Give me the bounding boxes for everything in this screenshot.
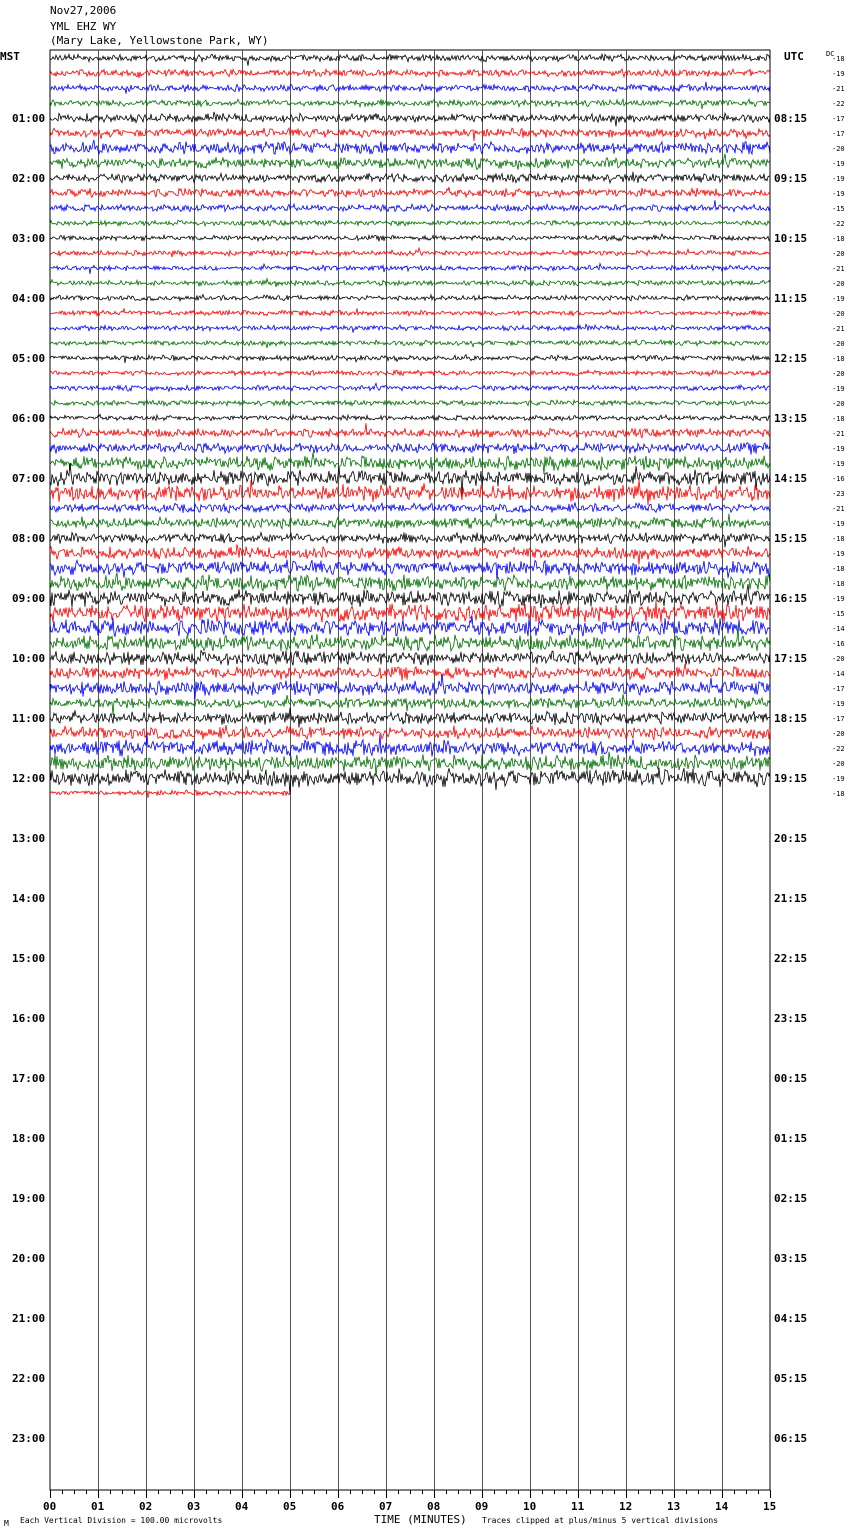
right-hour-label: 23:15 <box>774 1012 808 1025</box>
dc-offset-label: -18 <box>832 355 845 363</box>
right-hour-label: 21:15 <box>774 892 808 905</box>
seismic-trace <box>50 355 770 363</box>
x-tick-label: 03 <box>187 1500 201 1513</box>
dc-offset-label: -16 <box>832 640 845 648</box>
dc-offset-label: -18 <box>832 535 845 543</box>
dc-offset-label: -21 <box>832 325 845 333</box>
seismic-trace <box>50 324 770 332</box>
right-hour-label: 06:15 <box>774 1432 808 1445</box>
right-hour-label: 04:15 <box>774 1312 808 1325</box>
seismic-trace <box>50 383 770 391</box>
vertical-scale-note: Each Vertical Division = 100.00 microvolts <box>20 1516 223 1525</box>
left-hour-label: 21:00 <box>12 1312 46 1325</box>
dc-offset-label: -19 <box>832 385 845 393</box>
dc-offset-label: -21 <box>832 265 845 273</box>
right-hour-label: 15:15 <box>774 532 808 545</box>
dc-offset-label: -16 <box>832 475 845 483</box>
right-timezone-label: UTC <box>784 50 804 63</box>
x-tick-label: 02 <box>139 1500 153 1513</box>
x-tick-label: 07 <box>379 1500 393 1513</box>
dc-offset-label: -19 <box>832 520 845 528</box>
dc-offset-label: -21 <box>832 505 845 513</box>
seismic-trace <box>50 414 770 420</box>
seismic-trace <box>50 264 770 274</box>
seismic-trace <box>50 423 770 438</box>
dc-offset-label: -21 <box>832 430 845 438</box>
left-hour-label: 07:00 <box>12 472 46 485</box>
seismic-trace <box>50 140 770 155</box>
seismic-trace <box>50 790 290 798</box>
right-hour-label: 03:15 <box>774 1252 808 1265</box>
dc-offset-label: -19 <box>832 160 845 168</box>
seismic-trace <box>50 480 770 506</box>
x-tick-label: 05 <box>283 1500 297 1513</box>
left-hour-label: 03:00 <box>12 232 46 245</box>
right-hour-label: 02:15 <box>774 1192 808 1205</box>
seismic-trace <box>50 616 770 637</box>
right-hour-label: 10:15 <box>774 232 808 245</box>
seismic-trace <box>50 187 770 197</box>
dc-offset-label: -22 <box>832 100 845 108</box>
dc-offset-label: -19 <box>832 700 845 708</box>
dc-offset-label: -19 <box>832 190 845 198</box>
seismic-trace <box>50 442 770 454</box>
left-hour-label: 22:00 <box>12 1372 46 1385</box>
clip-note: Traces clipped at plus/minus 5 vertical divisions <box>482 1516 719 1525</box>
right-hour-label: 09:15 <box>774 172 808 185</box>
left-hour-label: 20:00 <box>12 1252 46 1265</box>
seismic-trace <box>50 560 770 582</box>
seismic-trace <box>50 279 770 288</box>
dc-offset-label: -17 <box>832 685 845 693</box>
x-tick-label: 13 <box>667 1500 681 1513</box>
left-hour-label: 06:00 <box>12 412 46 425</box>
seismic-trace <box>50 573 770 591</box>
seismic-trace <box>50 725 770 739</box>
right-hour-label: 20:15 <box>774 832 808 845</box>
right-hour-label: 00:15 <box>774 1072 808 1085</box>
dc-offset-label: -17 <box>832 715 845 723</box>
seismic-trace <box>50 295 770 301</box>
x-tick-label: 15 <box>763 1500 777 1513</box>
x-tick-label: 08 <box>427 1500 441 1513</box>
seismic-trace <box>50 69 770 78</box>
seismic-trace <box>50 514 770 529</box>
right-hour-label: 12:15 <box>774 352 808 365</box>
seismic-trace <box>50 532 770 547</box>
seismic-trace <box>50 172 770 183</box>
dc-offset-label: -20 <box>832 340 845 348</box>
station-location: (Mary Lake, Yellowstone Park, WY) <box>50 34 269 47</box>
seismic-trace <box>50 584 770 608</box>
right-hour-label: 17:15 <box>774 652 808 665</box>
dc-offset-label: -18 <box>832 55 845 63</box>
seismic-trace <box>50 308 770 316</box>
dc-offset-label: -18 <box>832 790 845 798</box>
seismic-trace <box>50 54 770 66</box>
dc-offset-label: -19 <box>832 295 845 303</box>
left-hour-label: 01:00 <box>12 112 46 125</box>
seismic-trace <box>50 99 770 109</box>
x-tick-label: 00 <box>43 1500 57 1513</box>
seismic-trace <box>50 650 770 665</box>
left-hour-label: 13:00 <box>12 832 46 845</box>
left-hour-label: 19:00 <box>12 1192 46 1205</box>
dc-offset-label: -19 <box>832 445 845 453</box>
plot-date: Nov27,2006 <box>50 4 117 17</box>
dc-offset-label: -18 <box>832 565 845 573</box>
right-hour-label: 11:15 <box>774 292 808 305</box>
corner-mark: M <box>4 1519 9 1528</box>
dc-offset-label: -18 <box>832 415 845 423</box>
x-tick-label: 01 <box>91 1500 105 1513</box>
right-hour-label: 14:15 <box>774 472 808 485</box>
seismic-trace <box>50 544 770 564</box>
right-hour-label: 08:15 <box>774 112 808 125</box>
station-code: YML EHZ WY <box>50 20 117 33</box>
seismic-trace <box>50 248 770 257</box>
dc-offset-label: -21 <box>832 85 845 93</box>
left-hour-label: 14:00 <box>12 892 46 905</box>
seismic-trace <box>50 502 770 513</box>
dc-offset-label: -23 <box>832 490 845 498</box>
left-hour-label: 17:00 <box>12 1072 46 1085</box>
right-hour-label: 18:15 <box>774 712 808 725</box>
left-hour-label: 16:00 <box>12 1012 46 1025</box>
dc-offset-label: -20 <box>832 250 845 258</box>
right-hour-label: 05:15 <box>774 1372 808 1385</box>
seismic-trace <box>50 82 770 94</box>
right-hour-label: 13:15 <box>774 412 808 425</box>
dc-offset-label: -20 <box>832 280 845 288</box>
dc-offset-label: -17 <box>832 115 845 123</box>
dc-offset-label: -20 <box>832 400 845 408</box>
x-tick-label: 06 <box>331 1500 345 1513</box>
seismic-trace <box>50 112 770 127</box>
dc-offset-label: -20 <box>832 370 845 378</box>
seismic-trace <box>50 625 770 651</box>
dc-offset-header: DC <box>826 50 835 58</box>
seismic-trace <box>50 675 770 700</box>
left-hour-label: 23:00 <box>12 1432 46 1445</box>
x-tick-label: 11 <box>571 1500 585 1513</box>
dc-offset-label: -20 <box>832 730 845 738</box>
seismic-trace <box>50 128 770 141</box>
dc-offset-label: -20 <box>832 145 845 153</box>
left-hour-label: 11:00 <box>12 712 46 725</box>
seismic-trace <box>50 664 770 681</box>
left-hour-label: 12:00 <box>12 772 46 785</box>
x-axis-title: TIME (MINUTES) <box>374 1513 467 1526</box>
seismic-trace <box>50 154 770 170</box>
x-tick-label: 12 <box>619 1500 633 1513</box>
dc-offset-label: -19 <box>832 175 845 183</box>
x-tick-label: 09 <box>475 1500 489 1513</box>
dc-offset-label: -18 <box>832 235 845 243</box>
right-hour-label: 19:15 <box>774 772 808 785</box>
seismic-trace <box>50 234 770 241</box>
left-hour-label: 04:00 <box>12 292 46 305</box>
dc-offset-label: -19 <box>832 70 845 78</box>
x-tick-label: 14 <box>715 1500 729 1513</box>
x-tick-label: 10 <box>523 1500 537 1513</box>
seismic-trace <box>50 340 770 348</box>
right-hour-label: 16:15 <box>774 592 808 605</box>
seismic-trace <box>50 399 770 406</box>
dc-offset-label: -20 <box>832 760 845 768</box>
left-hour-label: 15:00 <box>12 952 46 965</box>
left-timezone-label: MST <box>0 50 20 63</box>
dc-offset-label: -19 <box>832 595 845 603</box>
seismic-trace <box>50 600 770 622</box>
seismic-trace <box>50 453 770 475</box>
dc-offset-label: -14 <box>832 625 845 633</box>
left-hour-label: 09:00 <box>12 592 46 605</box>
x-tick-label: 04 <box>235 1500 249 1513</box>
seismic-trace <box>50 220 770 226</box>
dc-offset-label: -20 <box>832 655 845 663</box>
dc-offset-label: -18 <box>832 580 845 588</box>
dc-offset-label: -20 <box>832 310 845 318</box>
seismic-trace <box>50 708 770 728</box>
dc-offset-label: -14 <box>832 670 845 678</box>
dc-offset-label: -15 <box>832 205 845 213</box>
left-hour-label: 10:00 <box>12 652 46 665</box>
left-hour-label: 08:00 <box>12 532 46 545</box>
dc-offset-label: -22 <box>832 745 845 753</box>
dc-offset-label: -15 <box>832 610 845 618</box>
right-hour-label: 01:15 <box>774 1132 808 1145</box>
seismic-trace <box>50 370 770 376</box>
dc-offset-label: -19 <box>832 550 845 558</box>
left-hour-label: 05:00 <box>12 352 46 365</box>
right-hour-label: 22:15 <box>774 952 808 965</box>
left-hour-label: 02:00 <box>12 172 46 185</box>
left-hour-label: 18:00 <box>12 1132 46 1145</box>
dc-offset-label: -19 <box>832 775 845 783</box>
dc-offset-label: -19 <box>832 460 845 468</box>
seismic-trace <box>50 200 770 211</box>
seismic-trace <box>50 752 770 777</box>
dc-offset-label: -17 <box>832 130 845 138</box>
dc-offset-label: -22 <box>832 220 845 228</box>
